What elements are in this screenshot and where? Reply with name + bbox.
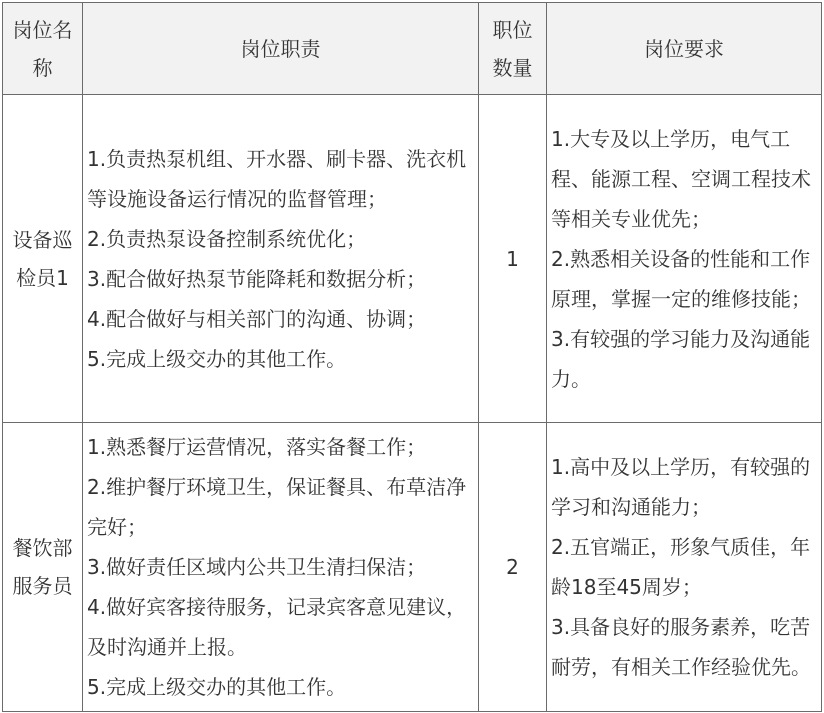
duty-item: 2.负责热泵设备控制系统优化； <box>87 226 367 251</box>
duty-item: 4.做好宾客接待服务，记录宾客意见建议，及时沟通并上报。 <box>87 595 467 659</box>
position-name: 设备巡检员1 <box>3 95 83 423</box>
duty-item: 3.做好责任区域内公共卫生清扫保洁； <box>87 555 427 579</box>
duty-item: 1.负责热泵机组、开水器、刷卡器、洗衣机等设施设备运行情况的监督管理； <box>87 146 467 211</box>
duty-item: 3.配合做好热泵节能降耗和数据分析； <box>87 266 427 291</box>
header-requirements: 岗位要求 <box>547 3 822 95</box>
requirement-item: 3.有较强的学习能力及沟通能力。 <box>551 326 811 391</box>
duty-item: 5.完成上级交办的其他工作。 <box>87 675 347 699</box>
table-row <box>3 95 822 423</box>
position-name: 餐饮部服务员 <box>3 423 83 712</box>
requirement-item: 2.五官端正，形象气质佳，年龄18至45周岁； <box>551 535 811 599</box>
duty-item: 1.熟悉餐厅运营情况，落实备餐工作； <box>87 435 427 459</box>
position-count: 1 <box>479 95 547 423</box>
requirements-cell <box>547 95 822 423</box>
position-count: 2 <box>479 423 547 712</box>
requirement-item: 3.具备良好的服务素养，吃苦耐劳，有相关工作经验优先。 <box>551 615 811 679</box>
requirement-item: 1.大专及以上学历，电气工程、能源工程、空调工程技术等相关专业优先； <box>551 126 811 231</box>
duty-item: 5.完成上级交办的其他工作。 <box>87 346 347 371</box>
header-count: 职位数量 <box>479 3 547 95</box>
header-duties: 岗位职责 <box>83 3 479 95</box>
header-position-name: 岗位名称 <box>3 3 83 95</box>
requirement-item: 2.熟悉相关设备的性能和工作原理，掌握一定的维修技能； <box>551 246 811 311</box>
duty-item: 4.配合做好与相关部门的沟通、协调； <box>87 306 427 331</box>
job-table <box>2 2 822 712</box>
duties-cell <box>83 423 479 712</box>
table-row <box>3 423 822 712</box>
requirement-item: 1.高中及以上学历，有较强的学习和沟通能力； <box>551 455 811 519</box>
table-header-row <box>3 3 822 95</box>
duty-item: 2.维护餐厅环境卫生，保证餐具、布草洁净完好； <box>87 475 467 539</box>
duties-cell <box>83 95 479 423</box>
requirements-cell <box>547 423 822 712</box>
